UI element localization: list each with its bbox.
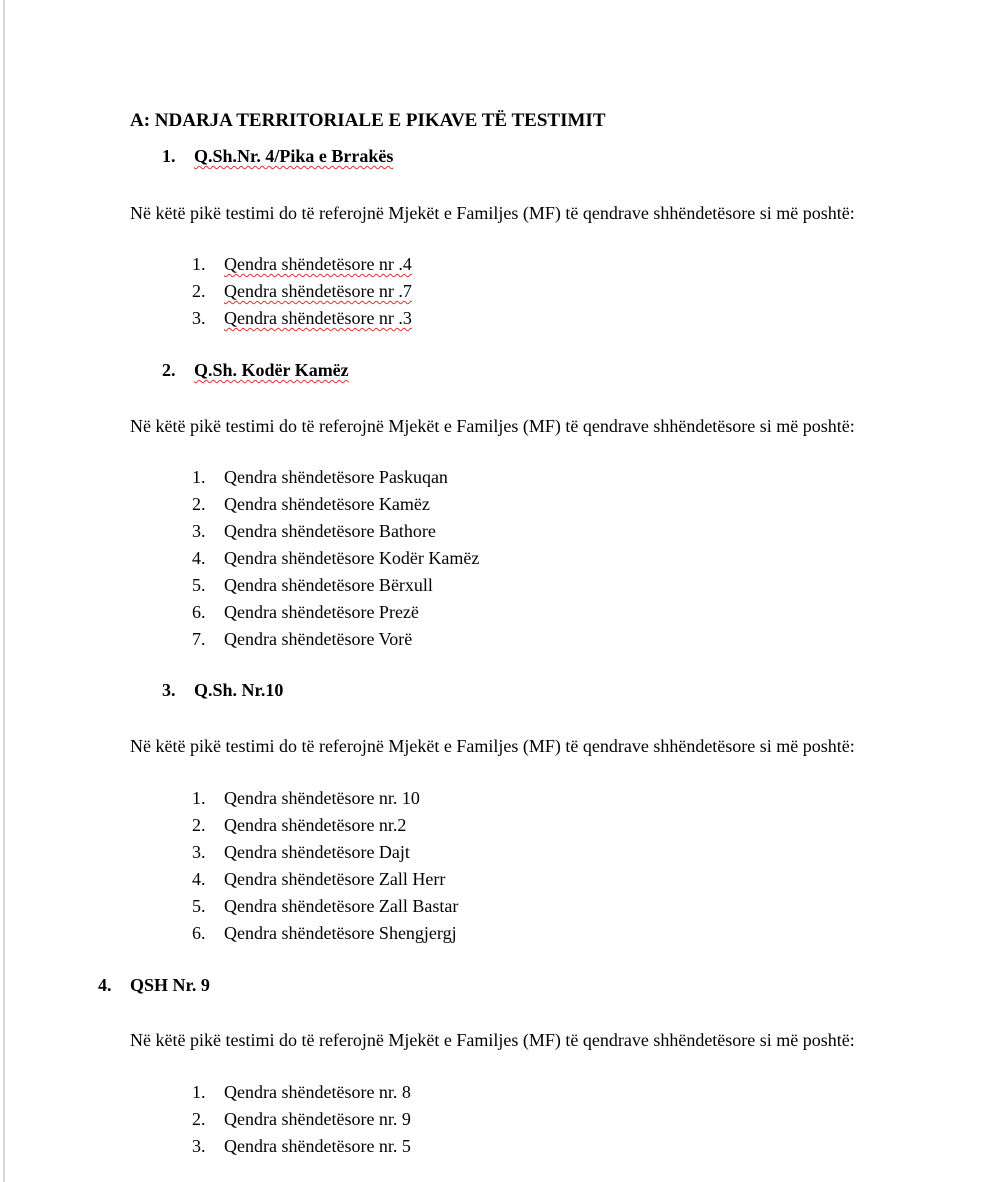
- section-4-heading: [98, 975, 210, 996]
- section-3-heading: [162, 680, 283, 701]
- list-item: 5. Qendra shëndetësore Zall Bastar: [192, 896, 459, 916]
- section-1-paragraph: Në këtë pikë testimi do të referojnë Mjekët e Familjes (MF) të qendrave shhëndetësore si më poshtë:: [130, 203, 855, 223]
- list-item: 1. Qendra shëndetësore Paskuqan: [192, 467, 448, 487]
- list-item: 7. Qendra shëndetësore Vorë: [192, 629, 413, 649]
- section-title: Q.Sh. Kodër Kamëz: [194, 360, 349, 380]
- list-item: 2. Qendra shëndetësore nr.2: [192, 815, 407, 835]
- section-3-list: [192, 785, 458, 947]
- list-item: 1. Qendra shëndetësore nr. 8: [192, 1082, 411, 1102]
- list-item: 3. Qendra shëndetësore nr .3: [192, 308, 412, 328]
- section-1-list: [192, 251, 412, 332]
- list-item: 4. Qendra shëndetësore Kodër Kamëz: [192, 548, 480, 568]
- document-title: A: NDARJA TERRITORIALE E PIKAVE TË TESTIMIT: [130, 110, 606, 131]
- section-1-heading: [162, 146, 393, 167]
- section-4-paragraph: Në këtë pikë testimi do të referojnë Mjekët e Familjes (MF) të qendrave shhëndetësore si më poshtë:: [130, 1030, 855, 1050]
- section-2-list: [192, 464, 479, 653]
- list-item: 6. Qendra shëndetësore Shengjergj: [192, 923, 457, 943]
- section-number: 1.: [162, 146, 176, 166]
- list-item: 1. Qendra shëndetësore nr .4: [192, 254, 412, 274]
- list-item: 2. Qendra shëndetësore nr. 9: [192, 1109, 411, 1129]
- section-2-paragraph: Në këtë pikë testimi do të referojnë Mjekët e Familjes (MF) të qendrave shhëndetësore si më poshtë:: [130, 416, 855, 436]
- list-item: 2. Qendra shëndetësore Kamëz: [192, 494, 430, 514]
- section-4-list: [192, 1079, 411, 1160]
- section-number: 3.: [162, 680, 176, 700]
- list-item: 5. Qendra shëndetësore Bërxull: [192, 575, 433, 595]
- section-title: Q.Sh. Nr.10: [194, 680, 284, 700]
- section-2-heading: [162, 360, 349, 381]
- list-item: 4. Qendra shëndetësore Zall Herr: [192, 869, 446, 889]
- section-number: 2.: [162, 360, 176, 380]
- section-title: Q.Sh.Nr. 4/Pika e Brrakës: [194, 146, 394, 166]
- list-item: 6. Qendra shëndetësore Prezë: [192, 602, 419, 622]
- list-item: 3. Qendra shëndetësore nr. 5: [192, 1136, 411, 1156]
- section-3-paragraph: Në këtë pikë testimi do të referojnë Mjekët e Familjes (MF) të qendrave shhëndetësore si më poshtë:: [130, 736, 855, 756]
- list-item: 2. Qendra shëndetësore nr .7: [192, 281, 412, 301]
- list-item: 1. Qendra shëndetësore nr. 10: [192, 788, 420, 808]
- section-title: QSH Nr. 9: [130, 975, 210, 995]
- section-number: 4.: [98, 975, 112, 995]
- list-item: 3. Qendra shëndetësore Dajt: [192, 842, 410, 862]
- list-item: 3. Qendra shëndetësore Bathore: [192, 521, 436, 541]
